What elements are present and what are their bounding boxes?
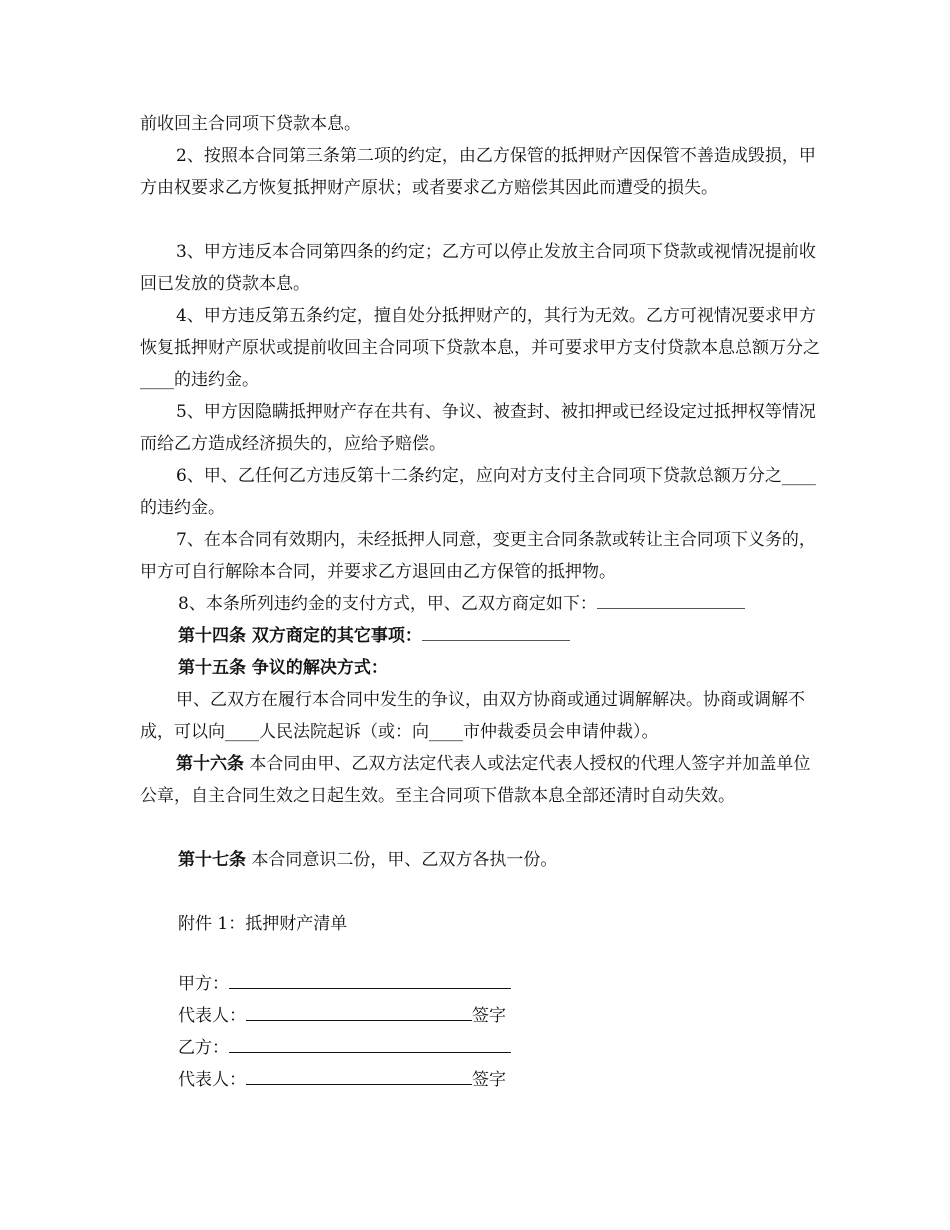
signature-rep-2: [178, 1064, 506, 1096]
article-17-heading: 第十七条: [178, 850, 246, 870]
party-b-label: 乙方：: [178, 1038, 229, 1058]
article-14-text: 第十四条 双方商定的其它事项：: [178, 626, 422, 646]
party-a-label: 甲方：: [178, 974, 229, 994]
blank-line: [422, 620, 570, 641]
signature-party-a: [178, 968, 511, 1000]
signature-party-b: [178, 1032, 511, 1064]
sign-2-label: 签字: [472, 1070, 506, 1090]
clause-item-8: [178, 588, 745, 620]
paragraph-continuation: 前收回主合同项下贷款本息。: [140, 114, 361, 134]
article-16: [140, 748, 820, 812]
signature-rep-1: [178, 1000, 506, 1032]
attachment-note: 附件 1：抵押财产清单: [178, 914, 348, 934]
signature-line: [229, 1032, 511, 1053]
article-15-body: 甲、乙双方在履行本合同中发生的争议，由双方协商或通过调解解决。协商或调解不成，可以向____人民法院起诉（或：向____市仲裁委员会申请仲裁）。: [140, 690, 805, 742]
rep-1-label: 代表人：: [178, 1006, 246, 1026]
clause-item-7: 7、在本合同有效期内，未经抵押人同意，变更主合同条款或转让主合同项下义务的，甲方可自行解除本合同，并要求乙方退回由乙方保管的抵押物。: [140, 530, 816, 582]
rep-2-label: 代表人：: [178, 1070, 246, 1090]
clause-item-6: 6、甲、乙任何乙方违反第十二条约定，应向对方支付主合同项下贷款总额万分之____的违约金。: [140, 466, 816, 518]
article-15-heading: 第十五条 争议的解决方式：: [178, 658, 388, 678]
clause-item-4: 4、甲方违反第五条约定，擅自处分抵押财产的，其行为无效。乙方可视情况要求甲方恢复抵押财产原状或提前收回主合同项下贷款本息，并可要求甲方支付贷款本息总额万分之____的违约金。: [140, 306, 820, 390]
clause-item-5: 5、甲方因隐瞒抵押财产存在共有、争议、被查封、被扣押或已经设定过抵押权等情况而给乙方造成经济损失的，应给予赔偿。: [140, 402, 816, 454]
clause-item-3: 3、甲方违反本合同第四条的约定；乙方可以停止发放主合同项下贷款或视情况提前收回已发放的贷款本息。: [140, 242, 816, 294]
article-16-heading: 第十六条: [176, 754, 244, 774]
signature-line: [229, 968, 511, 989]
clause-item-8-text: 8、本条所列违约金的支付方式，甲、乙双方商定如下：: [178, 594, 597, 614]
article-14: [178, 620, 570, 652]
article-17-body: 本合同意识二份，甲、乙双方各执一份。: [246, 850, 558, 870]
blank-line: [597, 588, 745, 609]
article-17: [178, 844, 557, 876]
article-16-body: 本合同由甲、乙双方法定代表人或法定代表人授权的代理人签字并加盖单位公章，自主合同生效之日起生效。至主合同项下借款本息全部还清时自动失效。: [140, 754, 811, 806]
signature-line: [246, 1000, 472, 1021]
clause-item-2: 2、按照本合同第三条第二项的约定，由乙方保管的抵押财产因保管不善造成毁损，甲方由权要求乙方恢复抵押财产原状；或者要求乙方赔偿其因此而遭受的损失。: [140, 146, 816, 198]
sign-1-label: 签字: [472, 1006, 506, 1026]
signature-line: [246, 1064, 472, 1085]
